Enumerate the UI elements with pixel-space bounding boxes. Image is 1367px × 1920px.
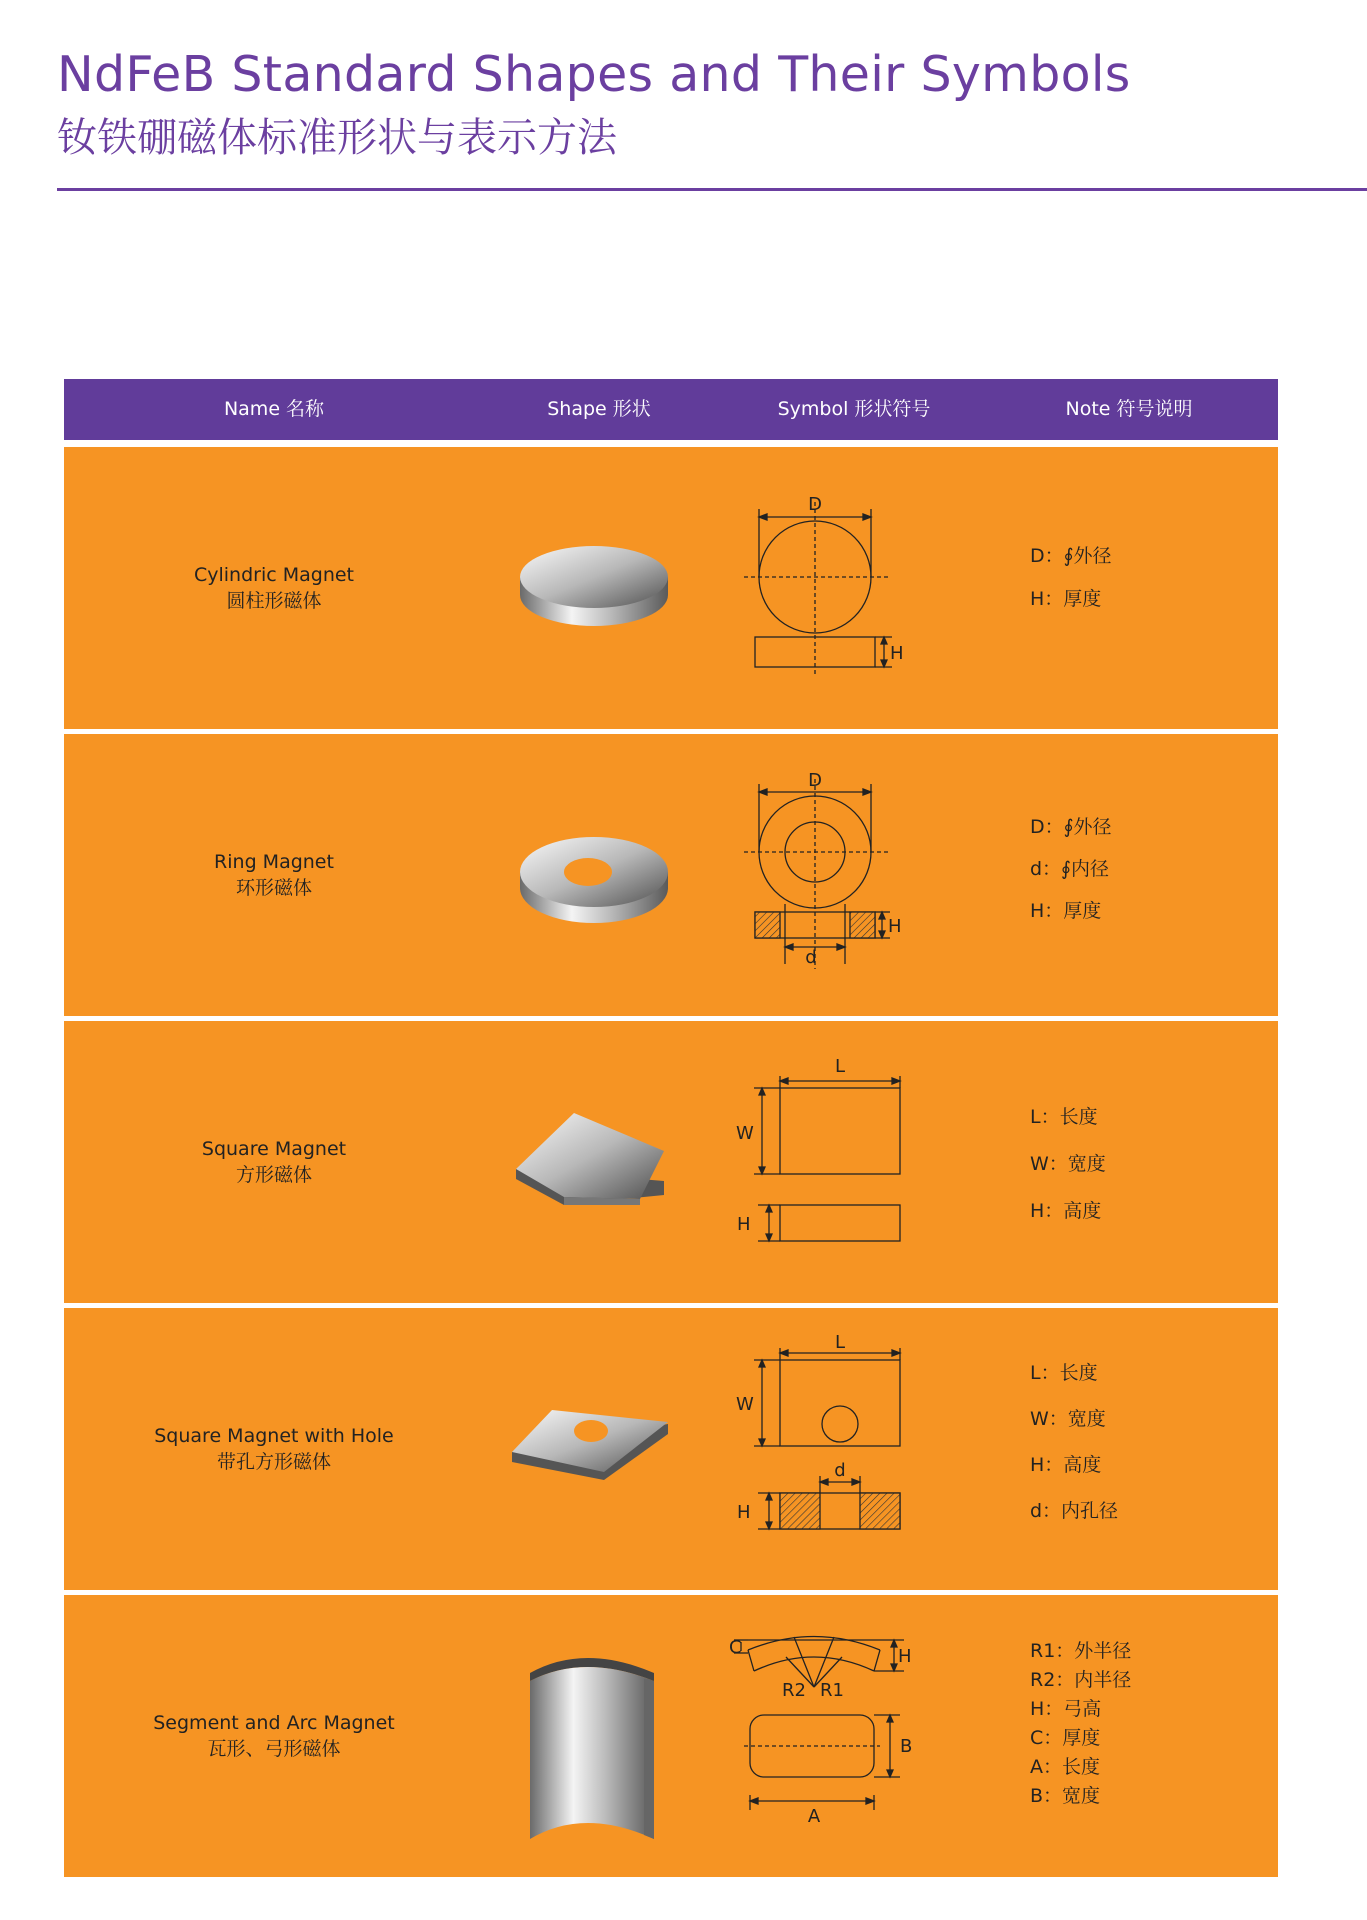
note-item: L：长度 (1030, 1362, 1098, 1384)
note-item: D：∮外径 (1030, 545, 1112, 567)
notes (1030, 447, 1270, 729)
note-item: H：厚度 (1030, 900, 1102, 922)
header-name: Name 名称 (223, 398, 325, 420)
notes (1030, 1021, 1270, 1303)
note-item: H：弓高 (1030, 1698, 1102, 1720)
name-en: Cylindric Magnet (193, 564, 355, 586)
ring-symbol (704, 734, 1004, 1016)
name-cn: 圆柱形磁体 (226, 590, 322, 612)
name-cn: 方形磁体 (235, 1164, 312, 1186)
note-item: C：厚度 (1030, 1727, 1101, 1749)
arc-segment-symbol (704, 1595, 1004, 1877)
note-item: W：宽度 (1030, 1408, 1106, 1430)
note-item: H：厚度 (1030, 588, 1102, 610)
table-row (64, 734, 1278, 1016)
label-C: C (729, 1637, 742, 1658)
table-row (64, 1308, 1278, 1590)
note-item: H：高度 (1030, 1454, 1102, 1476)
label-B: B (900, 1736, 913, 1757)
block-with-hole-icon (424, 1308, 724, 1590)
table-row (64, 1021, 1278, 1303)
note-item: A：长度 (1030, 1756, 1100, 1778)
shape-name (64, 1308, 484, 1590)
title-divider (57, 188, 1367, 191)
label-D: D (808, 770, 822, 791)
note-item: d：∮内径 (1030, 858, 1109, 880)
label-A: A (807, 1806, 821, 1827)
name-en: Ring Magnet (214, 851, 334, 873)
label-H: H (737, 1502, 751, 1523)
label-d: d (805, 947, 817, 968)
label-H: H (890, 643, 904, 664)
label-W: W (736, 1394, 754, 1415)
block-symbol (704, 1021, 1004, 1303)
label-L: L (834, 1056, 846, 1077)
header-shape: Shape 形状 (547, 398, 651, 420)
name-en: Square Magnet (201, 1138, 347, 1160)
page-title: NdFeB Standard Shapes and Their Symbols (57, 46, 1131, 103)
note-item: H：高度 (1030, 1200, 1102, 1222)
note-item: B：宽度 (1030, 1785, 1101, 1807)
ring-icon (424, 734, 724, 1016)
note-item: D：∮外径 (1030, 816, 1112, 838)
cylinder-symbol (704, 447, 1004, 729)
table-row (64, 1595, 1278, 1877)
page-subtitle: 钕铁硼磁体标准形状与表示方法 (57, 115, 617, 161)
label-H: H (737, 1214, 751, 1235)
shape-name (64, 1595, 484, 1877)
label-R2: R2 (782, 1680, 806, 1701)
name-cn: 环形磁体 (235, 877, 312, 899)
shape-name (64, 447, 484, 729)
arc-segment-icon (424, 1595, 724, 1877)
label-D: D (808, 494, 822, 515)
note-item: W：宽度 (1030, 1153, 1106, 1175)
note-item: L：长度 (1030, 1106, 1098, 1128)
label-W: W (736, 1123, 754, 1144)
name-en: Square Magnet with Hole (154, 1425, 394, 1447)
note-item: R2：内半径 (1030, 1669, 1132, 1691)
header-symbol: Symbol 形状符号 (777, 398, 931, 420)
shape-name (64, 1021, 484, 1303)
shape-name (64, 734, 484, 1016)
table-header (64, 379, 1278, 440)
label-H: H (888, 916, 902, 937)
note-item: d：内孔径 (1030, 1500, 1119, 1522)
label-L: L (834, 1332, 846, 1353)
label-R1: R1 (820, 1680, 844, 1701)
name-cn: 瓦形、弓形磁体 (207, 1738, 341, 1760)
notes (1030, 1308, 1270, 1590)
table-row (64, 447, 1278, 729)
block-with-hole-symbol (704, 1308, 1004, 1590)
notes (1030, 1595, 1270, 1877)
cylinder-icon (424, 447, 724, 729)
header-note: Note 符号说明 (1065, 398, 1193, 420)
notes (1030, 734, 1270, 1016)
block-icon (424, 1021, 724, 1303)
label-H: H (898, 1646, 912, 1667)
name-en: Segment and Arc Magnet (153, 1712, 395, 1734)
label-d: d (834, 1460, 846, 1481)
note-item: R1：外半径 (1030, 1640, 1132, 1662)
name-cn: 带孔方形磁体 (216, 1451, 331, 1473)
